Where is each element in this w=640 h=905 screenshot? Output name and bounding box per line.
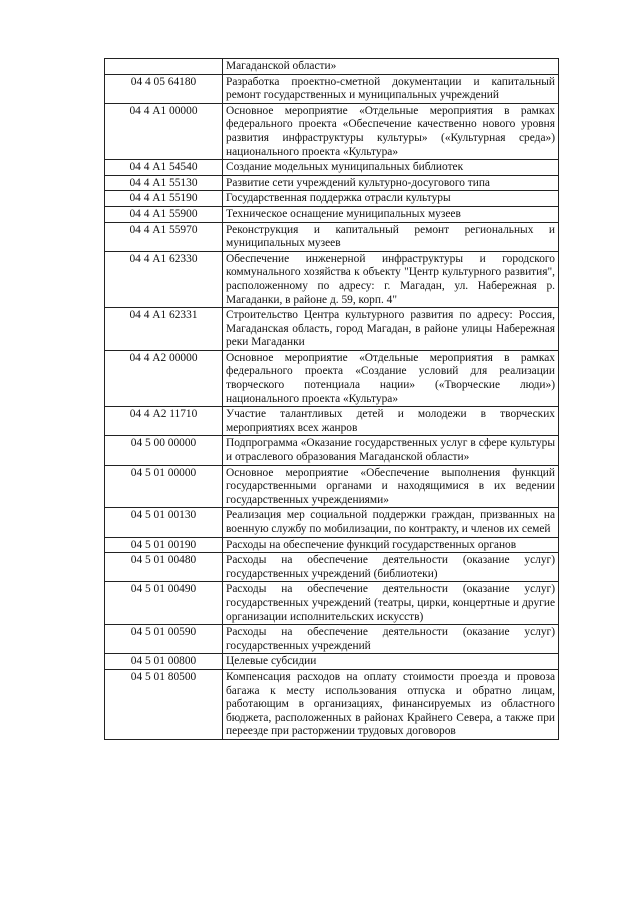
table-row [105,175,559,191]
expense-description: Государственная поддержка отрасли культуры [223,191,559,207]
classification-code: 04 5 01 00130 [105,508,223,537]
classification-code: 04 5 01 00000 [105,465,223,508]
table-row [105,59,559,75]
classification-code: 04 4 А1 55900 [105,206,223,222]
classification-code: 04 4 А1 55130 [105,175,223,191]
table-row [105,160,559,176]
classification-code: 04 5 00 00000 [105,436,223,465]
expense-description: Участие талантливых детей и молодежи в творческих мероприятиях всех жанров [223,407,559,436]
table-row [105,465,559,508]
classification-code: 04 4 А1 54540 [105,160,223,176]
table-row [105,103,559,159]
table-row [105,582,559,625]
table-row [105,350,559,406]
expense-description: Подпрограмма «Оказание государственных услуг в сфере культуры и отраслевого образования Магаданской области» [223,436,559,465]
expense-description: Магаданской области» [223,59,559,75]
classification-code: 04 5 01 00480 [105,553,223,582]
classification-code: 04 5 01 00490 [105,582,223,625]
expense-description: Расходы на обеспечение деятельности (оказание услуг) государственных учреждений [223,625,559,654]
table-row [105,553,559,582]
expense-description: Обеспечение инженерной инфраструктуры и городского коммунального хозяйства к объекту "Центр культурного развития", расположенному по адресу: г. Магадан, ул. Набережная р. Магаданки, в районе д. 59, корп. 4" [223,251,559,307]
expense-description: Расходы на обеспечение деятельности (оказание услуг) государственных учреждений (библиотеки) [223,553,559,582]
expense-description: Строительство Центра культурного развития по адресу: Россия, Магаданская область, город Магадан, в районе улицы Набережная реки Магаданки [223,308,559,351]
table-row [105,625,559,654]
table-row [105,191,559,207]
expense-description: Основное мероприятие «Обеспечение выполнения функций государственными органами и находящимися в их ведении государственных учреждениями» [223,465,559,508]
table-row [105,251,559,307]
expense-description: Реконструкция и капитальный ремонт региональных и муниципальных музеев [223,222,559,251]
expense-description: Развитие сети учреждений культурно-досугового типа [223,175,559,191]
expense-description: Разработка проектно-сметной документации и капитальный ремонт государственных и муниципальных учреждений [223,74,559,103]
classification-code: 04 4 А1 62330 [105,251,223,307]
table-row [105,206,559,222]
budget-classification-table [104,58,559,740]
classification-code: 04 4 А1 00000 [105,103,223,159]
classification-code: 04 5 01 00800 [105,654,223,670]
classification-code: 04 5 01 80500 [105,669,223,739]
classification-code [105,59,223,75]
classification-code: 04 5 01 00190 [105,537,223,553]
expense-description: Основное мероприятие «Отдельные мероприятия в рамках федерального проекта «Создание условий для реализации творческого потенциала нации» («Творческие люди») национального проекта «Культура» [223,350,559,406]
table-row [105,308,559,351]
table-row [105,537,559,553]
table-row [105,508,559,537]
classification-code: 04 4 А1 55190 [105,191,223,207]
expense-description: Техническое оснащение муниципальных музеев [223,206,559,222]
expense-description: Расходы на обеспечение деятельности (оказание услуг) государственных учреждений (театры, цирки, концертные и другие организации исполнительских искусств) [223,582,559,625]
expense-description: Целевые субсидии [223,654,559,670]
table-row [105,74,559,103]
table-row [105,407,559,436]
classification-code: 04 4 А2 11710 [105,407,223,436]
expense-description: Расходы на обеспечение функций государственных органов [223,537,559,553]
table-row [105,436,559,465]
table-row [105,654,559,670]
classification-code: 04 4 А1 55970 [105,222,223,251]
classification-code: 04 5 01 00590 [105,625,223,654]
expense-description: Реализация мер социальной поддержки граждан, призванных на военную службу по мобилизации, по контракту, и членов их семей [223,508,559,537]
expense-description: Компенсация расходов на оплату стоимости проезда и провоза багажа к месту использования отпуска и обратно лицам, работающим в организациях, финансируемых из областного бюджета, расположенных в районах Крайнего Севера, а также при переезде при расторжении трудовых договоров [223,669,559,739]
expense-description: Создание модельных муниципальных библиотек [223,160,559,176]
classification-code: 04 4 05 64180 [105,74,223,103]
expense-description: Основное мероприятие «Отдельные мероприятия в рамках федерального проекта «Обеспечение качественно нового уровня развития инфраструктуры культуры» («Культурная среда») национального проекта «Культура» [223,103,559,159]
classification-code: 04 4 А1 62331 [105,308,223,351]
table-row [105,669,559,739]
classification-code: 04 4 А2 00000 [105,350,223,406]
table-row [105,222,559,251]
